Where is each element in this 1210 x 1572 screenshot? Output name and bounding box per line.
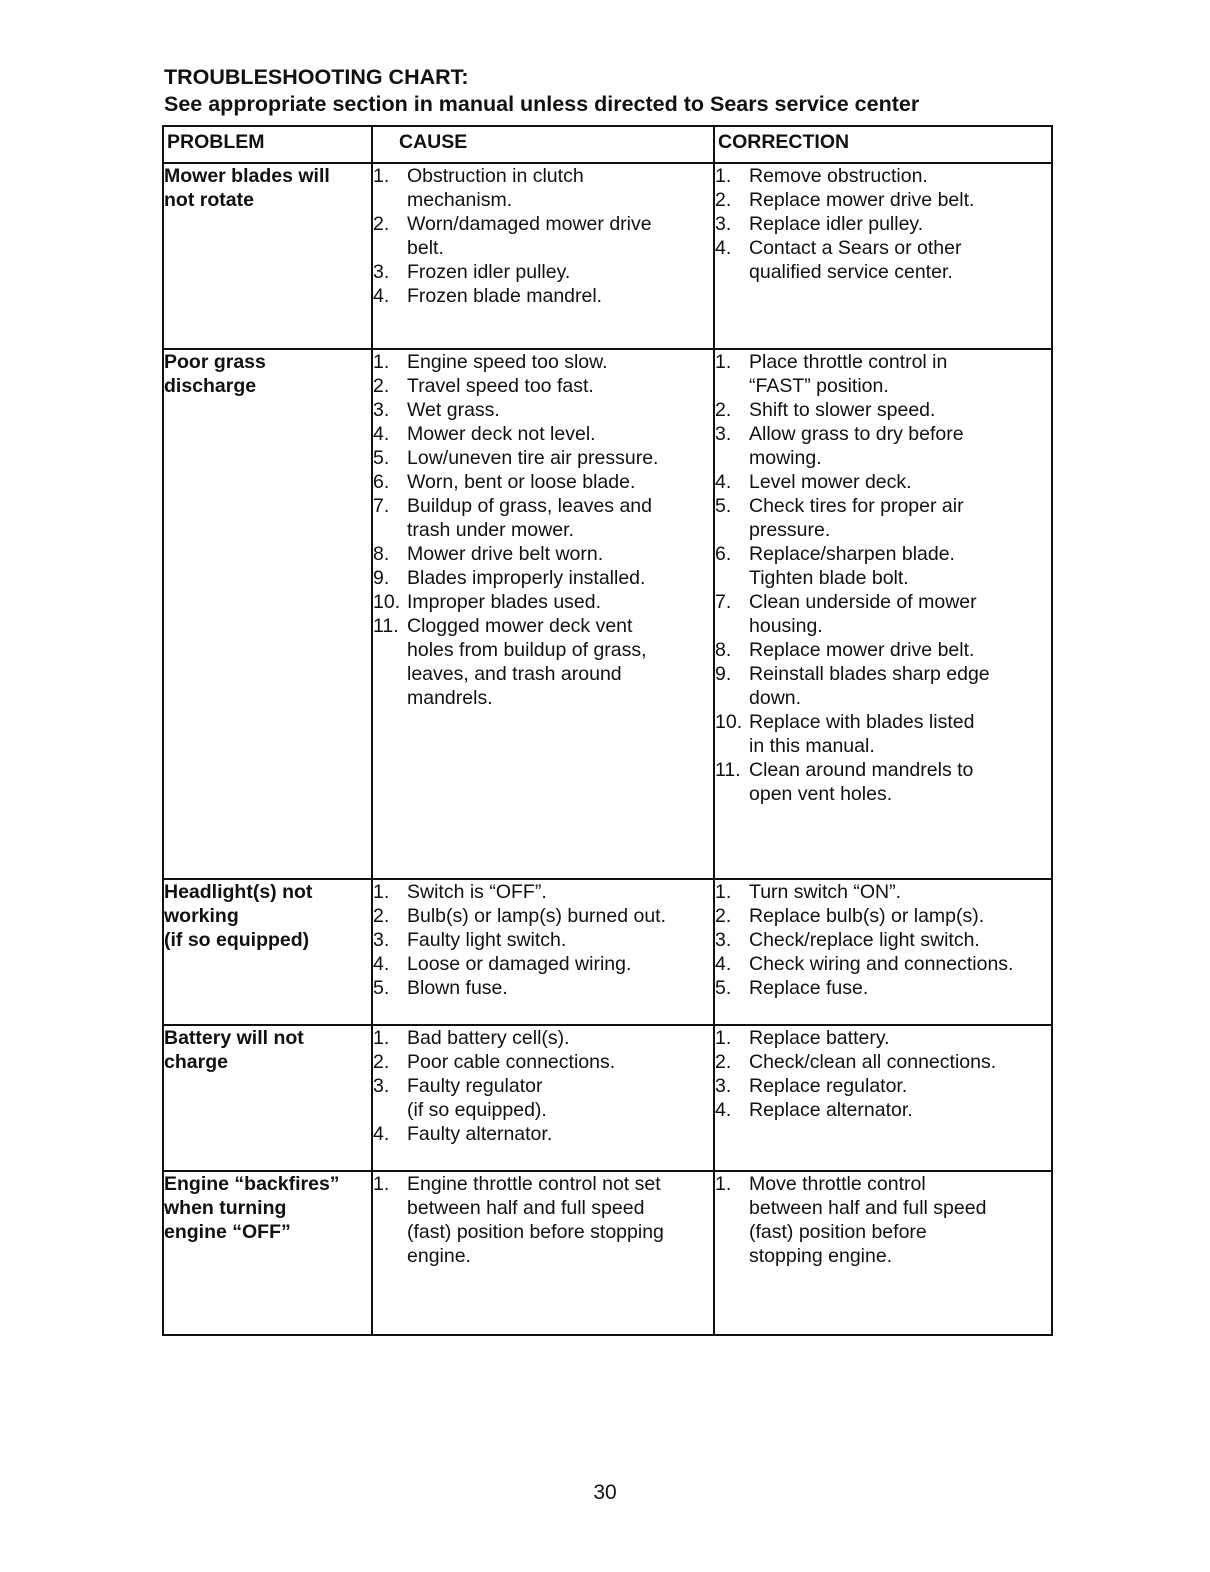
correction-item [715,236,1051,284]
problem-cell: Engine “backfires” when turning engine “OFF” [163,1171,372,1335]
correction-item [715,880,1051,904]
correction-cell [714,1171,1052,1335]
item-number: 1. [715,881,732,903]
correction-item [715,350,1051,398]
cause-item [373,904,713,928]
table-row [163,1171,1052,1335]
item-number: 5. [373,977,390,999]
correction-item [715,164,1051,188]
item-text: Buildup of grass, leaves and trash under mower. [407,495,652,541]
item-text: Travel speed too fast. [407,375,594,397]
item-number: 2. [373,1051,390,1073]
item-text: Replace regulator. [749,1075,908,1097]
item-text: Blades improperly installed. [407,567,646,589]
item-text: Allow grass to dry before mowing. [749,423,964,469]
item-text: Faulty regulator (if so equipped). [407,1075,547,1121]
chart-subtitle: See appropriate section in manual unless directed to Sears service center [164,92,920,116]
item-text: Improper blades used. [407,591,602,613]
item-text: Worn/damaged mower drive belt. [407,213,652,259]
cause-cell [372,879,714,1025]
item-number: 10. [715,711,743,733]
item-text: Mower deck not level. [407,423,596,445]
item-number: 11. [715,759,741,781]
item-number: 7. [715,591,732,613]
cause-item [373,260,713,284]
item-text: Switch is “OFF”. [407,881,547,903]
correction-item [715,188,1051,212]
item-number: 1. [373,1173,390,1195]
item-text: Clean around mandrels to open vent holes. [749,759,974,805]
item-text: Mower drive belt worn. [407,543,604,565]
cause-item [373,614,713,710]
item-text: Check wiring and connections. [749,953,1014,975]
item-number: 9. [373,567,390,589]
problem-cell: Poor grass discharge [163,349,372,879]
item-number: 7. [373,495,390,517]
correction-item [715,1050,1051,1074]
cause-item [373,164,713,212]
item-text: Faulty alternator. [407,1123,553,1145]
item-number: 3. [373,929,390,951]
item-text: Shift to slower speed. [749,399,936,421]
item-text: Clean underside of mower housing. [749,591,977,637]
cause-item [373,1026,713,1050]
table-body [163,163,1052,1335]
cause-item [373,1172,713,1268]
item-number: 4. [715,1099,732,1121]
cause-item [373,284,713,308]
item-number: 4. [715,237,732,259]
correction-item [715,470,1051,494]
item-number: 2. [715,399,732,421]
item-text: Check/clean all connections. [749,1051,997,1073]
item-number: 1. [373,1027,390,1049]
correction-item [715,758,1051,806]
item-number: 1. [373,165,390,187]
item-text: Frozen idler pulley. [407,261,571,283]
correction-cell [714,349,1052,879]
column-header-problem: PROBLEM [163,126,372,163]
item-text: Replace battery. [749,1027,890,1049]
item-text: Frozen blade mandrel. [407,285,603,307]
cause-item [373,928,713,952]
cause-item [373,1074,713,1122]
cause-item [373,1050,713,1074]
item-number: 8. [373,543,390,565]
correction-item [715,976,1051,1000]
item-number: 9. [715,663,732,685]
item-number: 6. [373,471,390,493]
cause-item [373,590,713,614]
correction-item [715,1172,1051,1268]
item-text: Replace fuse. [749,977,869,999]
item-number: 3. [373,261,390,283]
item-text: Reinstall blades sharp edge down. [749,663,990,709]
item-text: Turn switch “ON”. [749,881,902,903]
item-text: Low/uneven tire air pressure. [407,447,659,469]
item-number: 1. [715,1027,732,1049]
item-text: Check tires for proper air pressure. [749,495,964,541]
cause-item [373,212,713,260]
item-number: 2. [715,905,732,927]
cause-item [373,446,713,470]
correction-item [715,638,1051,662]
item-number: 5. [715,977,732,999]
troubleshooting-table [162,125,1053,1336]
item-text: Obstruction in clutch mechanism. [407,165,584,211]
correction-cell [714,163,1052,349]
item-text: Engine throttle control not set between half and full speed (fast) position before stopping engine. [407,1173,664,1267]
correction-item [715,212,1051,236]
item-text: Poor cable connections. [407,1051,616,1073]
table-row [163,1025,1052,1171]
item-number: 4. [373,1123,390,1145]
item-text: Bulb(s) or lamp(s) burned out. [407,905,667,927]
cause-cell [372,1171,714,1335]
cause-item [373,494,713,542]
cause-item [373,1122,713,1146]
cause-item [373,422,713,446]
page-number: 30 [593,1481,617,1504]
item-text: Check/replace light switch. [749,929,980,951]
correction-item [715,904,1051,928]
cause-item [373,470,713,494]
item-text: Faulty light switch. [407,929,567,951]
item-number: 3. [715,213,732,235]
item-number: 6. [715,543,732,565]
cause-item [373,566,713,590]
item-text: Blown fuse. [407,977,508,999]
cause-item [373,952,713,976]
item-number: 10. [373,591,401,613]
column-header-cause: CAUSE [372,126,714,163]
item-text: Clogged mower deck vent holes from buildup of grass, leaves, and trash around mandrels. [407,615,647,709]
item-number: 3. [373,399,390,421]
item-number: 4. [373,423,390,445]
correction-item [715,928,1051,952]
item-number: 5. [715,495,732,517]
cause-cell [372,163,714,349]
problem-cell: Battery will not charge [163,1025,372,1171]
item-number: 2. [373,375,390,397]
cause-item [373,398,713,422]
cause-item [373,374,713,398]
table-row [163,349,1052,879]
correction-item [715,1098,1051,1122]
item-text: Replace alternator. [749,1099,913,1121]
correction-item [715,662,1051,710]
item-number: 2. [715,1051,732,1073]
item-text: Replace/sharpen blade. Tighten blade bolt. [749,543,955,589]
item-text: Move throttle control between half and full speed (fast) position before stopping engine. [749,1173,987,1267]
item-number: 4. [715,953,732,975]
problem-cell: Mower blades will not rotate [163,163,372,349]
item-number: 3. [373,1075,390,1097]
correction-item [715,542,1051,590]
correction-cell [714,879,1052,1025]
item-text: Engine speed too slow. [407,351,608,373]
item-number: 2. [715,189,732,211]
cause-cell [372,349,714,879]
item-number: 1. [373,881,390,903]
item-text: Level mower deck. [749,471,912,493]
item-text: Place throttle control in “FAST” position. [749,351,948,397]
item-number: 2. [373,213,390,235]
correction-item [715,494,1051,542]
correction-item [715,590,1051,638]
item-text: Replace mower drive belt. [749,189,975,211]
item-text: Replace mower drive belt. [749,639,975,661]
column-header-correction: CORRECTION [714,126,1052,163]
item-text: Replace idler pulley. [749,213,924,235]
chart-title: TROUBLESHOOTING CHART: [164,65,469,89]
item-number: 2. [373,905,390,927]
item-number: 4. [373,285,390,307]
cause-item [373,880,713,904]
item-number: 3. [715,1075,732,1097]
item-number: 5. [373,447,390,469]
item-text: Remove obstruction. [749,165,928,187]
item-number: 11. [373,615,399,637]
table-row [163,879,1052,1025]
item-text: Bad battery cell(s). [407,1027,570,1049]
item-number: 3. [715,929,732,951]
table-row [163,163,1052,349]
correction-item [715,1026,1051,1050]
correction-item [715,952,1051,976]
item-number: 3. [715,423,732,445]
item-text: Replace with blades listed in this manual. [749,711,975,757]
cause-cell [372,1025,714,1171]
correction-item [715,422,1051,470]
correction-item [715,1074,1051,1098]
cause-item [373,542,713,566]
item-text: Wet grass. [407,399,500,421]
cause-item [373,350,713,374]
table-header-row [163,126,1052,163]
item-text: Replace bulb(s) or lamp(s). [749,905,985,927]
item-number: 4. [373,953,390,975]
item-number: 8. [715,639,732,661]
item-number: 1. [373,351,390,373]
correction-item [715,398,1051,422]
item-text: Worn, bent or loose blade. [407,471,636,493]
problem-cell: Headlight(s) not working (if so equipped) [163,879,372,1025]
item-number: 1. [715,1173,732,1195]
item-text: Loose or damaged wiring. [407,953,632,975]
cause-item [373,976,713,1000]
correction-item [715,710,1051,758]
item-text: Contact a Sears or other qualified service center. [749,237,962,283]
item-number: 4. [715,471,732,493]
item-number: 1. [715,165,732,187]
item-number: 1. [715,351,732,373]
correction-cell [714,1025,1052,1171]
